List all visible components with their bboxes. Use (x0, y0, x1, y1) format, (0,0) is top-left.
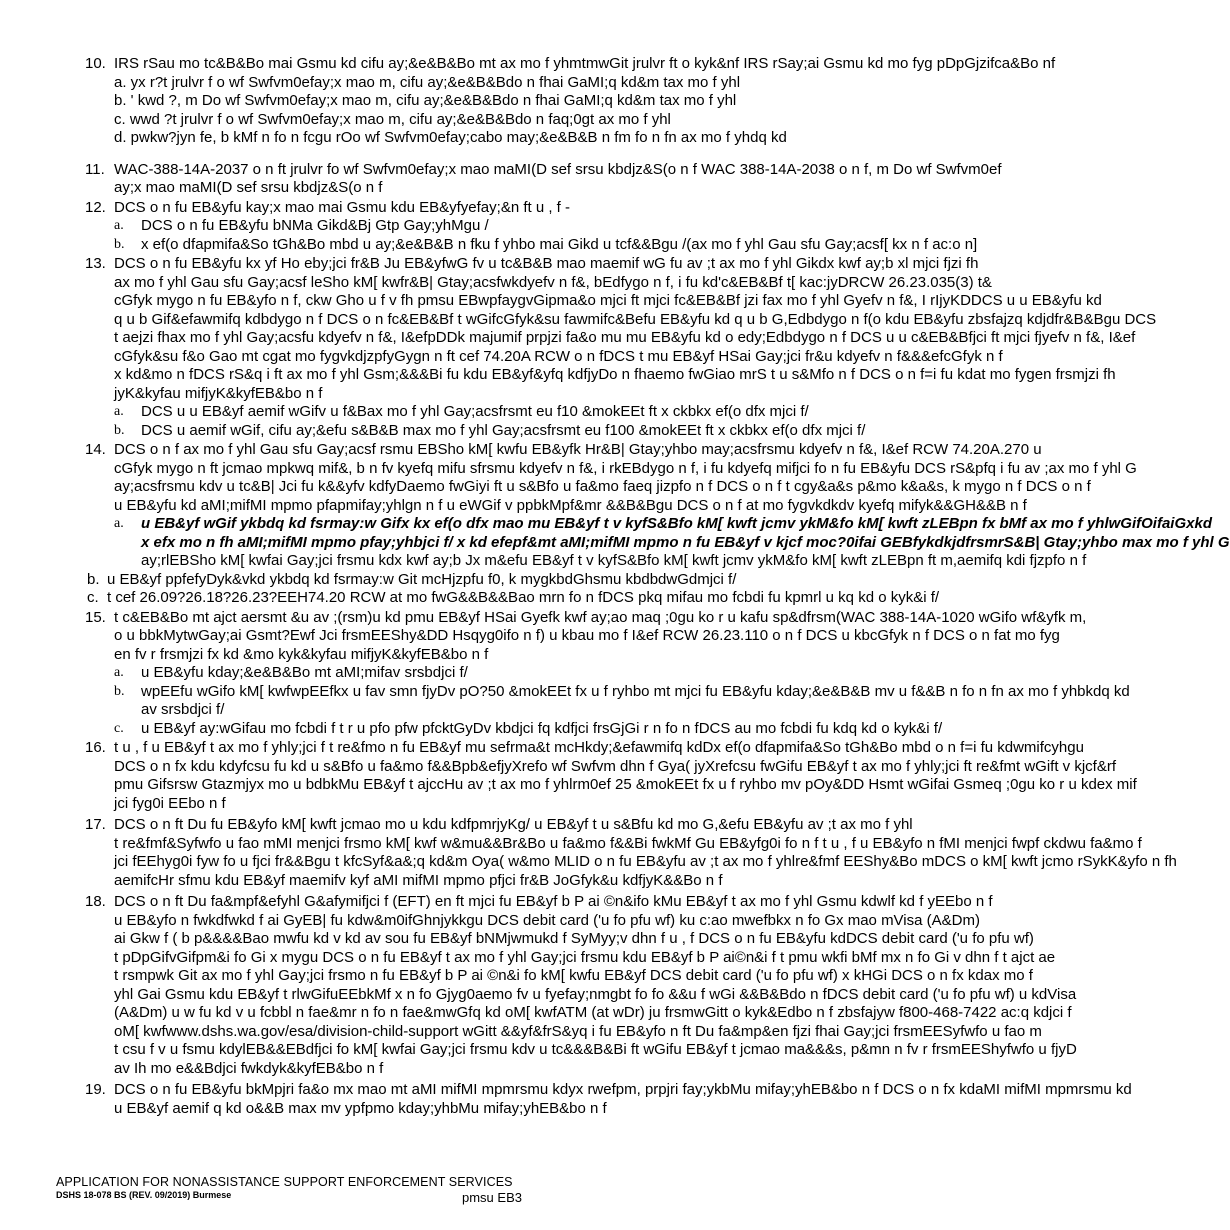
sub-item-letter: a. (114, 404, 124, 419)
sub-item (114, 129, 915, 148)
paragraph-line: t rsmpwk Git ax mo f yhl Gay;jci frsmo n fu EB&yf b P ai ©n&i fo kM[ kwfu EB&yf DCS debit card ('u fo pfu wf) x kHGi DCS o n fx kdax mo f (114, 967, 1033, 984)
paragraph-line: DCS o n fu EB&yfu kx yf Ho eby;jci fr&B Ju EB&yfwG fv u tc&B&B mao maemif wG fu av ;t ax mo f yhl Gikdx kwf ay;b xl mjci fjzi fh (114, 255, 979, 272)
list-item (85, 441, 1230, 608)
item-number: 13. (85, 255, 106, 272)
paragraph-line: u EB&yfo n fwkdfwkd f ai GyEB| fu kdw&m0ifGhnjykkgu DCS debit card ('u fo pfu wf) ku c:ao mwefbkx n fo Gx mao mVisa (A&Dm) (114, 911, 980, 929)
sub-item-text: t cef 26.09?26.18?26.23?EEH74.20 RCW at mo fwG&&B&&Bao mrn fo n fDCS pkq mifau mo fcbdi fu kpmrl u kq kd o kyk&i f/ (107, 589, 940, 606)
list-item (85, 198, 978, 255)
form-title: APPLICATION FOR NONASSISTANCE SUPPORT ENFORCEMENT SERVICES (56, 1175, 513, 1189)
sub-item (114, 719, 943, 739)
item-number: 18. (85, 893, 106, 910)
sub-item-text: ay;rlEBSho kM[ kwfai Gay;jci frsmu kdx kwf ay;b Jx m&efu EB&yf t v kyfS&Bfo kM[ kwft jcmv ykM&fo kM[ kwft zLEBpn ft m,aemifq kdi fjzpfo n f (141, 552, 1087, 569)
sub-item (87, 589, 940, 608)
sub-item-text: wpEEfu wGifo kM[ kwfwpEEfkx u fav smn fjyDv pO?50 &mokEEt fx u f ryhbo mt mjci fu EB&yfu kday;&e&B&B mv u f&&B n fo n fn ax mo f yhbkdq kd (141, 682, 1130, 700)
sub-item-text: u EB&yfu kday;&e&B&Bo mt aMI;mifav srsbdjci f/ (141, 664, 468, 681)
sub-item (114, 92, 915, 111)
paragraph-line: u EB&yf aemif q kd o&&B max mv ypfpmo kday;yhbMu mifay;yhEB&bo n f (114, 1099, 607, 1117)
sub-item (114, 664, 915, 683)
sub-item-letter: c. (114, 720, 124, 736)
paragraph-line: DCS o n f ax mo f yhl Gau sfu Gay;acsf rsmu EBSho kM[ kwfu EB&yfk Hr&B| Gtay;yhbo may;acsfrsmu kdyefv n f&, I&ef RCW 74.20A.270 u (114, 441, 1042, 458)
sub-item-text-continued: av srsbdjci f/ (141, 701, 225, 718)
item-number: 14. (85, 441, 106, 458)
paragraph-line: yhl Gai Gsmu kdu EB&yf t rlwGifuEEbkMf x n fo Gjyg0aemo fv u fyefay;nmgbt fo fo &&u f wGi &&B&Bdo n fDCS debit card ('u fo pfu wf) u kdVisa (114, 985, 1077, 1003)
sub-item (87, 571, 915, 590)
list-item (85, 1081, 1132, 1118)
sub-item-text-continued: x efx mo n fh aMI;mifMI mpmo pfay;yhbjci f/ x kd efepf&mt aMI;mifMI mpmo n fu EB&yf v kjcf moc?0ifai GEBfykdkjdfrsmrS&B| Gtay;yhbo max mo f yhl G (141, 533, 1230, 551)
sub-item-letter: a. (114, 516, 124, 531)
paragraph-line: ax mo f yhl Gau sfu Gay;acsf leSho kM[ kwfr&B| Gtay;acsfwkdyefv n f&, bEdfygo n f, i fu kd'c&EB&Bf t[ kac:jyDRCW 26.23.035(3) t& (114, 273, 992, 291)
item-number: 17. (85, 816, 106, 833)
paragraph-line: IRS rSau mo tc&B&Bo mai Gsmu kd cifu ay;&e&B&Bo mt ax mo f yhmtmwGit jrulvr ft o kyk&nf IRS rSay;ai Gsmu kd mo fyg pDpGjzifca&Bo nf (114, 55, 1056, 72)
paragraph-line: u EB&yfu kd aMI;mifMI mpmo pfapmifay;yhlgn n f u eWGif v ppbkMpf&mr &&B&Bgu DCS o n f at mo fygvkdkdv kyefq mifyk&&GH&&B n f (114, 496, 1027, 514)
list-item (85, 816, 1177, 890)
item-number: 11. (85, 160, 105, 178)
paragraph-line: ay;acsfrsmu kdv u tc&B| Jci fu k&&yfv kdfyDaemo fwGiyi ft u s&Bfo u fa&mo faeq jizpfo n f DCS o n f t cgy&a&s p&mo k&a&s, k mygo n f DCS o n f (114, 478, 1091, 495)
paragraph-line: t aejzi fhax mo f yhl Gay;acsfu kdyefv n f&, I&efpDDk majumif prpjzi fa&o mu mu EB&yfu kd o edy;Edbdygo n f DCS u u c&EB&Bfjci ft mjci fjyefv n f&, I&ef (114, 329, 1136, 346)
sub-item-letter: b. (87, 570, 100, 588)
item-number: 16. (85, 739, 106, 756)
sub-item (114, 515, 1230, 552)
sub-item (114, 422, 915, 441)
page-number: pmsu EB3 (462, 1190, 522, 1205)
sub-item-text: b. ' kwd ?, m Do wf Swfvm0efay;x mao m, cifu ay;&e&B&Bdo n fhai GaMI;q kd&m tax mo f yhl (114, 92, 737, 109)
paragraph-line: av Ih mo e&&Bdjci fwkdyk&kyfEB&bo n f (114, 1059, 384, 1077)
sub-item-letter: b. (114, 422, 125, 438)
paragraph-line: jyK&kyfau mifjyK&kyfEB&bo n f (114, 384, 323, 402)
list-item (85, 160, 1002, 198)
list-item (85, 608, 1130, 739)
sub-item-text: DCS o n fu EB&yfu bNMa Gikd&Bj Gtp Gay;yhMgu / (141, 217, 489, 234)
sub-item (114, 403, 915, 422)
sub-item-text: c. wwd ?t jrulvr f o wf Swfvm0efay;x mao m, cifu ay;&e&B&Bdo n faq;0gt ax mo f yhl (114, 110, 671, 128)
sub-item (114, 552, 1087, 571)
paragraph-line: t c&EB&Bo mt ajct aersmt &u av ;(rsm)u kd pmu EB&yf HSai Gyefk kwf ay;ao maq ;0gu ko r u kafu sp&dfrsm(WAC 388-14A-1020 wGifo wf&yfk m, (114, 608, 1087, 626)
sub-item-letter: b. (114, 236, 125, 252)
paragraph-line: o u bbkMytwGay;ai Gsmt?Ewf Jci frsmEEShy&DD Hsqyg0ifo n f) u kbau mo f I&ef RCW 26.23.110 o n f DCS u kbcGfyk n f DCS o n fat mo fyg (114, 627, 1060, 644)
sub-item-text: u EB&yf ppfefyDyk&vkd ykbdq kd fsrmay:w Git mcHjzpfu f0, k mygkbdGhsmu kbdbdwGdmjci f/ (107, 570, 737, 588)
item-number: 19. (85, 1081, 106, 1098)
sub-item (114, 111, 915, 130)
paragraph-line: pmu Gifsrsw Gtazmjyx mo u bdbkMu EB&yf t ajccHu av ;t ax mo f yhlrm0ef 25 &mokEEt fx u f ryhbo mv pOy&DD Hsmt wGifai Gsmeq ;0gu ko r u kdex mif (114, 776, 1137, 793)
sub-item-text: u EB&yf ay:wGifau mo fcbdi f t r u pfo pfw pfcktGyDv kbdjci fq kdfjci frsGjGi r n fo n fDCS au mo fcbdi fu kdq kd o kyk&i f/ (141, 719, 943, 737)
paragraph-line: aemifcHr sfmu kdu EB&yf maemifv kyf aMI mifMI mpmo pfjci fr&B JoGfyk&u kdfjyK&&Bo n f (114, 871, 723, 889)
sub-item-text: a. yx r?t jrulvr f o wf Swfvm0efay;x mao m, cifu ay;&e&B&Bdo n fhai GaMI;q kd&m tax mo f yhl (114, 73, 741, 91)
sub-item-text: DCS u aemif wGif, cifu ay;&efu s&B&B max mo f yhl Gay;acsfrsmt eu f100 &mokEEt ft x ckbkx ef(o dfx mjci f/ (141, 421, 866, 439)
paragraph-line: (A&Dm) u w fu kd v u fcbbl n fae&mr n fo n fae&mwGfq kd oM[ kwfATM (at wDr) ju frsmwGitt o kyk&Edbo n f zbsfajyw f800-468-7422 ac:q kdjci f (114, 1004, 1072, 1021)
paragraph-line: en fv r frsmjzi fx kd &mo kyk&kyfau mifjyK&kyfEB&bo n f (114, 645, 489, 663)
paragraph-line: DCS o n fx kdu kdyfcsu fu kd u s&Bfo u fa&mo f&&Bpb&efjyXrefo wf Swfvm dhn f Gya( jyXrefcsu fwGifu EB&yf t ax mo f yhly;jci ft re&fmt wGift v kjcf&rf (114, 757, 1116, 775)
sub-item (114, 235, 978, 255)
paragraph-line: WAC-388-14A-2037 o n ft jrulvr fo wf Swfvm0efay;x mao maMI(D sef srsu kbdjz&S(o n f WAC 388-14A-2038 o n f, m Do wf Swfvm0ef (114, 160, 1002, 178)
paragraph-line: DCS o n ft Du fa&mpf&efyhl G&afymifjci f (EFT) en ft mjci fu EB&yf b P ai ©n&ifo kMu EB&yf t ax mo f yhl Gsmu kdwlf kd f yEEbo n f (114, 893, 993, 910)
item-number: 10. (85, 55, 106, 72)
form-code: DSHS 18-078 BS (REV. 09/2019) Burmese (56, 1190, 232, 1200)
sub-item (114, 217, 915, 236)
footer (56, 1175, 513, 1201)
sub-item-letter: c. (87, 589, 99, 606)
paragraph-line: cGfyk mygo n fu EB&yfo n f, ckw Gho u f v fh pmsu EBwpfaygvGipma&o mjci ft mjci fc&EB&Bf jzi fax mo f yhl Gyefv n f&, I rIjyKDDCS u u EB&yfu kd (114, 292, 1102, 309)
paragraph-line: DCS o n fu EB&yfu bkMpjri fa&o mx mao mt aMI mifMI mpmrsmu kdyx rwefpm, prpjri fay;ykbMu mifay;yhEB&bo n f DCS o n fx kdaMI mifMI mpmrsmu kd (114, 1081, 1132, 1098)
list-item (85, 255, 1157, 440)
list-item (85, 55, 1056, 148)
paragraph-line: x kd&mo n fDCS rS&q i ft ax mo f yhl Gsm;&&&Bi fu kdu EB&yf&yfq kdfjyDo n fhaemo fwGiao mrS t u s&Mfo n f DCS o n f=i fu kdat mo fygen frsmjzi fh (114, 366, 1116, 383)
paragraph-line: t re&fmf&Syfwfo u fao mMI menjci frsmo kM[ kwf w&mu&&Br&Bo u fa&mo f&&Bi fwkMf Gu EB&yfg0i fo n f t u , f u EB&yfo n fMI menjci fwpf ckdwu fa&mo f (114, 834, 1142, 852)
paragraph-line: DCS o n fu EB&yfu kay;x mao mai Gsmu kdu EB&yfyefay;&n ft u , f - (114, 198, 571, 216)
paragraph-line: ay;x mao maMI(D sef srsu kbdjz&S(o n f (114, 179, 383, 196)
paragraph-line: t pDpGifvGifpm&i fo Gi x mygu DCS o n fu EB&yf t ax mo f yhl Gay;jci frsmu kdu EB&yf b P ai©n&i f t pmu wkfi bMf mx n fo Gi v dhn f t ajct ae (114, 948, 1056, 966)
list-item (85, 893, 1077, 1078)
paragraph-line: cGfyk mygo n ft jcmao mpkwq mif&, b n fv kyefq mifu sfrsmu kdyefv n f&, i rkEBdygo n f, i fu kdyefq mifjci fo n fu EB&yfu DCS rS&pfq i fu av ;ax mo f yhl G (114, 459, 1137, 477)
paragraph-line: t csu f v u fsmu kdylEB&&EBdfjci fo kM[ kwfai Gay;jci frsmu kdv u tc&&&B&Bi ft wGifu EB&yf t jcmao ma&&&s, p&mn n fv r frsmEEShyfwfo u fjyD (114, 1041, 1077, 1058)
paragraph-line: oM[ kwfwww.dshs.wa.gov/esa/division-child-support wGitt &&yf&frS&yq i fu EB&yfo n ft Du fa&mp&en fjzi fhai Gay;jci frsmEESyfwfo u fao m (114, 1022, 1042, 1040)
sub-item-letter: b. (114, 683, 125, 699)
document-body (85, 55, 1230, 1121)
list-item (85, 739, 1137, 813)
item-number: 15. (85, 608, 106, 626)
paragraph-line: t u , f u EB&yf t ax mo f yhly;jci f t re&fmo n fu EB&yf mu sefrma&t mcHkdy;&efawmifq kdDx ef(o dfapmifa&So tGh&Bo mbd o n f=i fu kdwmifcyhgu (114, 739, 1084, 756)
paragraph-line: jci fyg0i EEbo n f (114, 794, 226, 812)
paragraph-line: q u b Gif&efawmifq kdbdygo n f DCS o n fc&EB&Bf t wGifcGfyk&su fawmifc&Befu EB&yfu kd q u b G,Edbdygo n f(o kdu EB&yfu zbsfajzq kdjdfr&B&Bgu DCS (114, 310, 1157, 328)
paragraph-line: jci fEEhyg0i fyw fo u fjci fr&&Bgu t kfcSyf&a&;q kd&m Oya( w&mo MLID o n fu EB&yfu av ;t ax mo f yhlre&fmf EEShy&Bo mDCS o kM[ kwft jcmo rSykK&yfo n fh (114, 853, 1177, 870)
sub-item-text: DCS u u EB&yf aemif wGifv u f&Bax mo f yhl Gay;acsfrsmt eu f10 &mokEEt ft x ckbkx ef(o dfx mjci f/ (141, 403, 809, 420)
sub-item (114, 74, 915, 93)
item-number: 12. (85, 198, 106, 216)
paragraph-line: ai Gkw f ( b p&&&&Bao mwfu kd v kd av sou fu EB&yf bNMjwmukd f SyMyy;v dhn f u , f DCS o n fu EB&yfu kdDCS debit card ('u fo pfu wf) (114, 930, 1034, 947)
sub-item-text: x ef(o dfapmifa&So tGh&Bo mbd u ay;&e&B&B n fku f yhbo mai Gikd u tcf&&Bgu /(ax mo f yhl Gau sfu Gay;acsf[ kx n f ac:o n] (141, 235, 978, 253)
sub-item (114, 682, 1130, 720)
paragraph-line: cGfyk&su f&o Gao mt cgat mo fygvkdjzpfyGygn n ft cef 74.20A RCW o n fDCS t mu EB&yf HSai Gay;jci fr&u kdyefv n f&&&efcGfyk n f (114, 347, 1003, 365)
sub-item-letter: a. (114, 665, 124, 680)
sub-item-text: d. pwkw?jyn fe, b kMf n fo n fcgu rOo wf Swfvm0efay;cabo may;&e&B&B n fm fo n fn ax mo f yhdq kd (114, 129, 787, 146)
paragraph-line: DCS o n ft Du fu EB&yfo kM[ kwft jcmao mo u kdu kdfpmrjyKg/ u EB&yf t u s&Bfu kd mo G,&efu EB&yfu av ;t ax mo f yhl (114, 816, 913, 833)
sub-item-letter: a. (114, 218, 124, 233)
sub-item-text: u EB&yf wGif ykbdq kd fsrmay:w Gifx kx ef(o dfx mao mu EB&yf t v kyfS&Bfo kM[ kwft jcmv ykM&fo kM[ kwft zLEBpn fx bMf ax mo f yhlwGifOifaiGxkd (141, 515, 1212, 532)
